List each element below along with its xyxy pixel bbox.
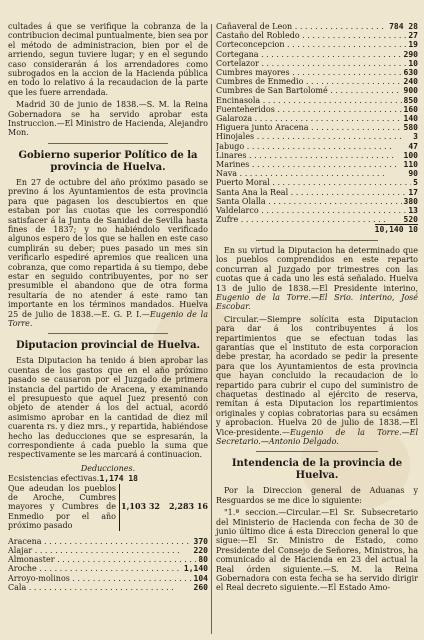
municipality-row (8, 537, 208, 546)
municipality-amount: 90 (408, 169, 418, 179)
municipality-row (216, 197, 418, 206)
municipality-amount: 10 (408, 58, 418, 68)
circular-paragraph: Circular.—Siempre solícita esta Diputacion para dar á los contribuyentes á los repartimientos que se efectuan todas las garantías que el instituto de esta corporacion debe prestar, ha acordado se pedir la presente para que los Ayuntamientos de esta provincia que hayan concluido la recaudacion de lo repartido para cubrir el cupo del suministro de chaquetas destinado al ejército de reserva, remitan á esta Diputacion los repartimientos originales y copias cobratorias para su ecsámen y aprobacion. Huelva 20 de julio de 1838.—El Vice-presidente.—Eugenio de la Torre.—El Secretario.—Antonio Delgado. (216, 314, 418, 446)
municipality-row (216, 77, 418, 86)
separator (48, 333, 168, 334)
municipality-row (216, 188, 418, 197)
municipality-row (216, 160, 418, 169)
resolution-paragraph: En su virtud la Diputacion ha determinado que los pueblos comprendidos en este reparto concurran al Juzgado por trimestres con las cuotas que á cada uno les está señalado. Huelva 13 de julio de 1838.—El Presidente interino, Eugenio de la Torre.—El Srio. interino, José Escobar. (216, 245, 418, 312)
municipality-amount: 370 (193, 536, 208, 546)
municipality-row (216, 206, 418, 215)
municipality-amount: 900 (403, 86, 418, 96)
municipality-name: Hinojales . . . (216, 132, 402, 141)
municipality-amount: 140 (403, 114, 418, 124)
gobierno-signature: Eugenio de la Torre. (8, 309, 208, 328)
municipality-amount: 850 (403, 95, 418, 105)
municipality-name: Marines . . . (216, 160, 397, 169)
total-value: 10,140 10 (374, 225, 418, 235)
municipality-row (216, 151, 418, 160)
municipality-row (8, 555, 208, 564)
separator (256, 451, 377, 452)
municipality-row (8, 574, 208, 583)
municipality-row (216, 142, 418, 151)
municipality-name: Cumbres de Enmedio . . . (216, 77, 402, 86)
municipality-amount: 110 (403, 160, 418, 170)
municipality-amount: 3 (413, 132, 418, 142)
intendencia-intro: Por la Direccion general de Aduanas y Resguardos se me dice lo siguiente: (216, 486, 418, 505)
circular-signature: Eugenio de la Torre.—El Secretario.—Antonio Delgado. (216, 427, 418, 446)
municipality-amount: 220 (193, 545, 208, 555)
municipality-list-left (8, 537, 208, 592)
deduction-multi-text: Que adeudan los pueblos de Aroche, Cumbres mayores y Cumbres de Enmedio por el año próximo pasado (8, 484, 120, 531)
deduction-label: Ecsistencias efectivas. (8, 474, 100, 484)
municipality-row (216, 169, 418, 178)
municipality-amount: 27 (408, 31, 418, 41)
municipality-amount: 80 (198, 555, 208, 565)
municipality-name: Santa Ana la Real . . . (216, 188, 406, 197)
total-row (216, 224, 418, 234)
municipality-row (216, 123, 418, 132)
municipality-row (216, 40, 418, 49)
municipality-name: Zufre . . . (216, 215, 386, 224)
municipality-name: Alajar . . . (8, 546, 180, 555)
section-title-diputacion: Diputacion provincial de Huelva. (15, 340, 201, 352)
municipality-name: Fuenteheridos . . . (216, 105, 402, 114)
deduction-row (8, 474, 208, 483)
right-column (216, 22, 418, 596)
municipality-name: Puerto Moral . . . (216, 178, 411, 187)
municipality-name: Valdelarco . . . (216, 206, 406, 215)
municipality-name: Castaño del Robledo . . . (216, 31, 406, 40)
municipality-name: Corteconcepcion . . . (216, 40, 406, 49)
municipality-name: Aracena . . . (8, 537, 189, 546)
municipality-amount: 380 (403, 196, 418, 206)
deduction-multi-row (8, 484, 208, 531)
municipality-name: Cala . . . (8, 583, 174, 592)
municipality-row (216, 178, 418, 187)
municipality-amount: 47 (408, 141, 418, 151)
section-title-intendencia: Intendencia de la provincia de Huelva. (231, 458, 403, 482)
municipality-name: Nava . . . (216, 169, 385, 178)
municipality-name: Aroche . . . (8, 564, 182, 573)
separator (256, 240, 377, 241)
municipality-name: Jabugo . . . (216, 142, 392, 151)
municipality-name: Cortegana . . . (216, 50, 402, 59)
municipality-amount: 100 (403, 150, 418, 160)
municipality-amount: 260 (193, 582, 208, 592)
municipality-row (216, 105, 418, 114)
municipality-amount: 1,140 (183, 564, 208, 574)
gobierno-body: En 27 de octubre del año próximo pasado se previno á los Ayuntamientos de esta provincia para que pagasen los descubiertos en que estaban por las cuotas que les correspondió satisfacer á la Junta de Sanidad de Sevilla hasta fines de 1837; y no habiéndolo verificado algunos espero de los que se hallen en este caso cumplirán su deber; pues pasado un mes sin verificarlo espediré apremios que realicen una cobranza, que como repartida á su tiempo, debe estar en seguido contribuyentes, por no ser presumible el abandono que de otra forma resultaría de no atender á este ramo tan importante en los términos mandados. Huelva 25 de julio de 1838.—E. G. P. I.—Eugenio de la Torre. (8, 177, 208, 328)
municipality-name: Galaroza . . . (216, 114, 400, 123)
municipality-name: Cortelazor . . . (216, 59, 406, 68)
municipality-amount: 19 (408, 40, 418, 50)
municipality-row (216, 50, 418, 59)
municipality-name: Santa Olalla . . . (216, 197, 402, 206)
municipality-row (8, 546, 208, 555)
separator (48, 143, 168, 144)
intro-signature: Madrid 30 de junio de 1838.—S. M. la Reina Gobernadora se ha servido aprobar esta Instruccion.—El Ministro de Hacienda, Alejandro Mon. (8, 100, 208, 138)
municipality-name: Higuera junto Aracena . . . (216, 123, 402, 132)
municipality-name: Almonaster . . . (8, 555, 196, 564)
municipality-amount: 290 (403, 49, 418, 59)
municipality-row (8, 564, 208, 573)
diputacion-body: Esta Diputacion ha tenido á bien aprobar las cuentas de los gastos que en el año próximo pasado se causaron por el Juzgado de primera instancia del partido de Aracena, y examinando el presupuesto que aquel Juez presentó con objeto de atender á los del actual, acordó asimismo aprobar en la cantidad de diez mil cuarenta rs. y diez mrs., y repartida, habiéndose hecho las deducciones que se espresarán, la correspondiente á cada pueblo la suma que respectivamente se les marcará á continuacion. (8, 356, 208, 460)
municipality-row (216, 68, 418, 77)
intendencia-circular: "1.ª seccion.—Circular.—El Sr. Subsecretario del Ministerio de Hacienda con fecha de 30 de junio último dice á esta Direccion general lo que sigue:—El Sr. Ministro de Estado, como Presidente del Consejo de Señores, Ministros, ha comunicado al de Hacienda en 23 del actual la Real órden siguiente.—S. M. la Reina Gobernadora con esta fecha se ha servido dirigir el Real decreto siguiente.—El Estado Amo- (216, 508, 418, 593)
municipality-row (216, 86, 418, 95)
municipality-name: Cañaveral de Leon . . . (216, 22, 387, 31)
section-title-gobierno: Gobierno superior Político de la provincia de Huelva. (18, 149, 198, 173)
deduction-multi-value: 1,103 32 (121, 501, 160, 512)
municipality-list-right (216, 22, 418, 224)
municipality-name: Arroyo-molinos . . . (8, 574, 192, 583)
left-column (8, 22, 208, 592)
municipality-amount: 520 (403, 215, 418, 225)
municipality-amount: 5 (413, 178, 418, 188)
deductions-title: Deducciones. (80, 463, 136, 473)
municipality-name: Linares . . . (216, 151, 394, 160)
municipality-amount: 104 (193, 573, 208, 583)
municipality-name: Cumbres de San Bartolomé . . . (216, 86, 402, 95)
municipality-amount: 784 28 (389, 22, 418, 31)
municipality-row (8, 583, 208, 592)
deduction-multi-total: 2,283 16 (169, 501, 208, 512)
municipality-row (216, 114, 418, 123)
municipality-row (216, 59, 418, 68)
intro-paragraph: cultades á que se verifique la cobranza de la contribucion decimal puntualmente, bien sea por el método de administracion, bien por el de arriendo, segun tuviere lugar; y en el segundo caso considerarán á los arrendadores como subrogados en la accion de la Hacienda pública en todo lo relativo á la recaudacion de la parte que les fuere arrendada. (8, 22, 208, 97)
municipality-amount: 240 (403, 77, 418, 87)
column-divider (211, 24, 212, 634)
deduction-value: 1,174 18 (99, 474, 138, 484)
municipality-amount: 17 (408, 187, 418, 197)
resolution-signature: Eugenio de la Torre.—El Srio. interino, José Escobar. (216, 292, 418, 312)
municipality-row (216, 132, 418, 141)
municipality-amount: 580 (403, 123, 418, 133)
municipality-amount: 13 (408, 206, 418, 216)
municipality-amount: 160 (403, 104, 418, 114)
municipality-row (216, 215, 418, 224)
municipality-name: Encinasola . . . (216, 96, 402, 105)
municipality-name: Cumbres mayores . . . (216, 68, 402, 77)
municipality-row (216, 31, 418, 40)
municipality-amount: 630 (403, 68, 418, 78)
municipality-row (216, 22, 418, 31)
municipality-row (216, 96, 418, 105)
